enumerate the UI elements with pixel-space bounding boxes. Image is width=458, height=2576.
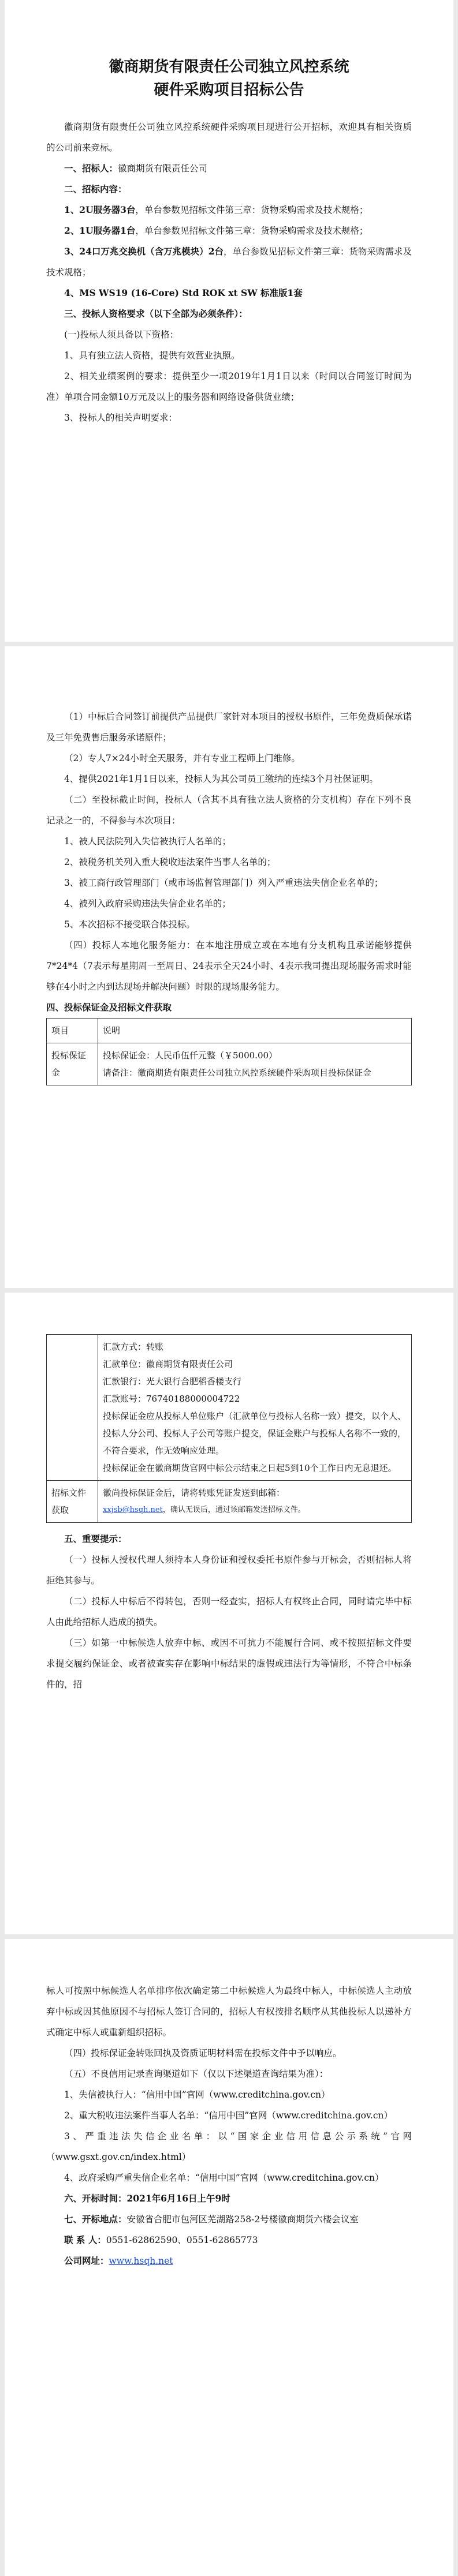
contact-line: 联 系 人：0551-62862590、0551-62865773 xyxy=(64,2234,258,2245)
p4-line: 2、重大税收违法案件当事人名单：“信用中国”官网（www.creditchina.gov.cn） xyxy=(64,2110,393,2121)
deposit-refund-rule: 投标保证金在徽商期货官网中标公示结束之日起5到10个工作日内无息退还。 xyxy=(103,1463,397,1473)
table-row xyxy=(47,1481,412,1523)
table-row xyxy=(47,1335,412,1481)
p2-line: （二）至投标截止时间，投标人（含其不具有独立法人资格的分支机构）存在下列不良记录之一的，不得参与本次项目： xyxy=(46,795,412,826)
s5-line: （一）投标人授权代理人须持本人身份证和授权委托书原件参与开标会，否则招标人将拒绝其参与。 xyxy=(46,1555,412,1586)
item-2: 2、1U服务器1台，单台参数见招标文件第三章：货物采购需求及技术规格； xyxy=(64,225,368,236)
s3-line: 2、相关业绩案例的要求：提供至少一项2019年1月1日以来（时间以合同签订时间为准）单项合同金额10万元及以上的服务器和网络设备供货业绩； xyxy=(46,371,412,402)
p2-line: （四）投标人本地化服务能力：在本地注册成立或在本地有分支机构且承诺能够提供7*24*4（7表示每星期周一至周日、24表示全天24小时、4表示我司提出现场服务需求时能够在4小时之内到达现场并解决问题）时限的现场服务能力。 xyxy=(46,940,412,992)
s3-line: 1、具有独立法人资格，提供有效营业执照。 xyxy=(64,350,240,361)
p2-line: 3、被工商行政管理部门（或市场监督管理部门）列入严重违法失信企业名单的； xyxy=(64,878,383,888)
p2-line: （1）中标后合同签订前提供产品提供厂家针对本项目的授权书原件，三年免费质保承诺及三年免费售后服务承诺原件； xyxy=(46,712,412,743)
table-cell-label: 投标保证金 xyxy=(47,1043,98,1085)
section-6: 六、开标时间：2021年6月16日上午9时 xyxy=(64,2193,230,2204)
table-cell xyxy=(98,1335,412,1481)
page-3 xyxy=(5,1293,453,1934)
p4-line: 1、失信被执行人：“信用中国”官网（www.creditchina.gov.cn） xyxy=(64,2090,330,2100)
p2-line: 2、被税务机关列入重大税收违法案件当事人名单的； xyxy=(64,857,276,867)
section-3-heading: 三、投标人资格要求（以下全部为必须条件）： xyxy=(64,308,248,319)
p2-line: 4、被列入政府采购违法失信企业名单的； xyxy=(64,898,231,909)
table-cell xyxy=(98,1481,412,1523)
table-header-row xyxy=(47,1019,412,1043)
p4-line: （五）不良信用记录查询渠道如下（仅以下述渠道查询结果为准）： xyxy=(64,2069,329,2079)
table-cell xyxy=(98,1043,412,1085)
p4-line: （四）投标保证金转账回执及资质证明材料需在投标文件中予以响应。 xyxy=(64,2048,342,2058)
p4-line: 标人可按照中标候选人名单排序依次确定第二中标候选人为最终中标人，中标候选人主动放弃中标或因其他原因不与招标人签订合同的，招标人有权按排名顺序从其他投标人以递补方式确定中标人或重新组织招标。 xyxy=(46,1986,412,2038)
p4-line: 3、严重违法失信企业名单：以“国家企业信用信息公示系统”官网（www.gsxt.gov.cn/index.html） xyxy=(46,2131,412,2162)
deposit-account-rule: 投标保证金应从投标人单位账户（汇款单位与投标人名称一致）提交，以个人、投标人分公司、投标人子公司等账户提交，保证金账户与投标人名称不一致的，不符合要求，作无效响应处理。 xyxy=(103,1411,407,1456)
p2-line: （2）专人7×24小时全天服务，并有专业工程师上门维修。 xyxy=(64,753,300,763)
remit-unit: 汇款单位：徽商期货有限责任公司 xyxy=(103,1359,233,1369)
email-link[interactable]: xxjsb@hsqh.net xyxy=(103,1506,163,1514)
table-row xyxy=(47,1043,412,1085)
page-4 xyxy=(5,1939,453,2576)
s5-line: （三）如第一中标候选人放弃中标、或因不可抗力不能履行合同、或不按照招标文件要求提交履约保证金、或者被查实存在影响中标结果的虚假或违法行为等情形，不符合中标条件的，招 xyxy=(46,1638,412,1690)
p2-line: 1、被人民法院列入失信被执行人名单的； xyxy=(64,836,231,847)
section-2-heading: 二、招标内容： xyxy=(64,184,127,194)
website-line: 公司网址：www.hsqh.net xyxy=(64,2255,173,2266)
document-title: 徽商期货有限责任公司独立风控系统 xyxy=(109,58,349,76)
deposit-remark: 请备注：徽商期货有限责任公司独立风控系统硬件采购项目投标保证金 xyxy=(103,1068,372,1078)
doc-email-line: xxjsb@hsqh.net，确认无误后，通过该邮箱发送招标文件。 xyxy=(103,1506,306,1514)
s5-line: （二）投标人中标后不得转包，否则一经查实，招标人有权终止合同，同时请完毕中标人由此给招标人造成的损失。 xyxy=(46,1596,412,1627)
section-1: 一、招标人：徽商期货有限责任公司 xyxy=(64,163,208,174)
doc-instruction: 徽尚投标保证金后，请将转账凭证发送到邮箱： xyxy=(103,1488,285,1498)
item-1: 1、2U服务器3台，单台参数见招标文件第三章：货物采购需求及技术规格； xyxy=(64,204,368,215)
item-4: 4、MS WS19 (16-Core) Std ROK xt SW 标准版1套 xyxy=(64,287,303,298)
table-cell-label xyxy=(47,1335,98,1481)
table-header-cell: 说明 xyxy=(98,1019,412,1043)
intro-paragraph: 徽商期货有限责任公司独立风控系统硬件采购项目现进行公开招标，欢迎具有相关资质的公司前来竞标。 xyxy=(46,122,412,153)
table-cell-label: 招标文件获取 xyxy=(47,1481,98,1523)
remit-bank: 汇款银行：光大银行合肥稻香楼支行 xyxy=(103,1376,242,1387)
deposit-amount: 投标保证金：人民币伍仟元整（￥5000.00） xyxy=(103,1050,278,1061)
table-header-cell: 项目 xyxy=(47,1019,98,1043)
section-5-heading: 五、重要提示： xyxy=(64,1533,127,1544)
website-link[interactable]: www.hsqh.net xyxy=(109,2256,173,2266)
document-subtitle: 硬件采购项目招标公告 xyxy=(154,81,304,99)
page-1 xyxy=(5,0,453,642)
section-7: 七、开标地点：安徽省合肥市包河区芜湖路258-2号楼徽商期货六楼会议室 xyxy=(64,2214,359,2225)
bid-table-continued xyxy=(46,1334,412,1523)
remit-method: 汇款方式：转账 xyxy=(103,1342,164,1352)
section-4-heading: 四、投标保证金及招标文件获取 xyxy=(46,1002,172,1013)
page-2 xyxy=(5,646,453,1288)
item-3: 3、24口万兆交换机（含万兆模块）2台，单台参数见招标文件第三章：货物采购需求及技术规格； xyxy=(46,246,412,278)
remit-account: 汇款账号：76740188000004722 xyxy=(103,1394,240,1404)
p2-line: 5、本次招标不接受联合体投标。 xyxy=(64,919,195,930)
s3-line: 3、投标人的相关声明要求： xyxy=(64,413,177,423)
bid-table xyxy=(46,1018,412,1085)
s3-line: (一)投标人须具备以下资格： xyxy=(64,330,179,340)
p4-line: 4、政府采购严重失信企业名单：“信用中国”官网（www.creditchina.gov.cn） xyxy=(64,2173,384,2183)
p2-line: 4、提供2021年1月1日以来，投标人为其公司员工缴纳的连续3个月社保证明。 xyxy=(64,774,378,784)
